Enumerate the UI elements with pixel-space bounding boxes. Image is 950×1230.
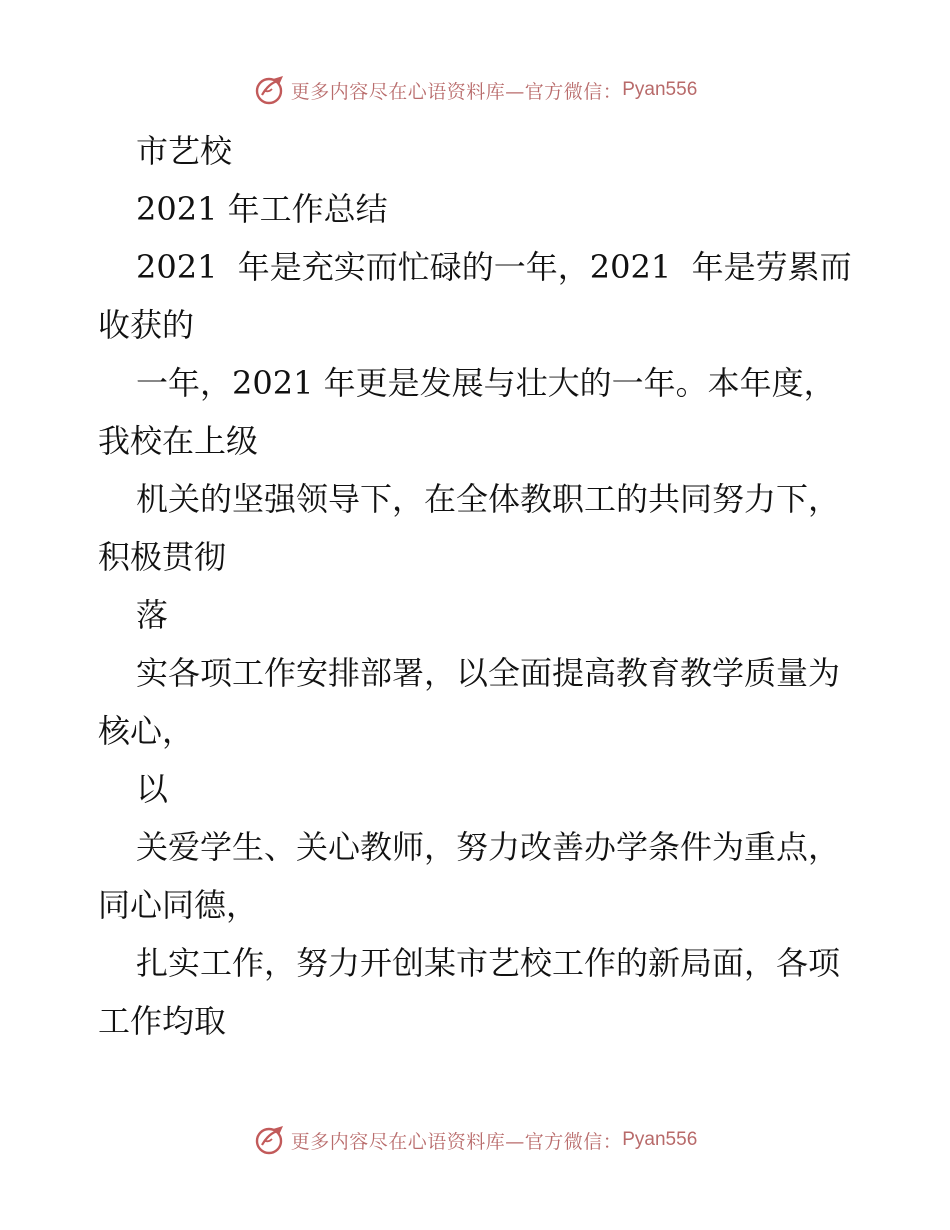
header-banner-text: 更多内容尽在心语资料库—官方微信：: [290, 80, 623, 103]
footer-wechat-id: Pyan556: [622, 1129, 698, 1150]
header-wechat-id: Pyan556: [622, 79, 698, 100]
paragraph: 市艺校: [136, 132, 233, 170]
footer-banner: [0, 1120, 950, 1160]
paragraph: 2021 年工作总结: [136, 190, 388, 228]
seal-logo-icon: [253, 1123, 287, 1157]
paragraph: 机关的坚强领导下，在全体教职工的共同努力下，积极贯彻: [98, 480, 841, 576]
paragraph: 2021 年是充实而忙碌的一年，2021 年是劳累而收获的: [98, 248, 852, 344]
footer-banner-text: 更多内容尽在心语资料库—官方微信：: [290, 1130, 623, 1153]
paragraph: 落: [136, 596, 169, 634]
paragraph: 以: [136, 770, 169, 808]
paragraph: 关爱学生、关心教师，努力改善办学条件为重点，同心同德，: [98, 828, 841, 924]
seal-logo-icon: [253, 73, 287, 107]
paragraph: 一年，2021 年更是发展与壮大的一年。本年度，我校在上级: [98, 364, 836, 460]
header-banner: [0, 70, 950, 110]
paragraph: 实各项工作安排部署，以全面提高教育教学质量为核心，: [98, 654, 841, 750]
paragraph: 扎实工作，努力开创某市艺校工作的新局面，各项工作均取: [98, 944, 841, 1040]
document-body: [98, 122, 858, 1050]
